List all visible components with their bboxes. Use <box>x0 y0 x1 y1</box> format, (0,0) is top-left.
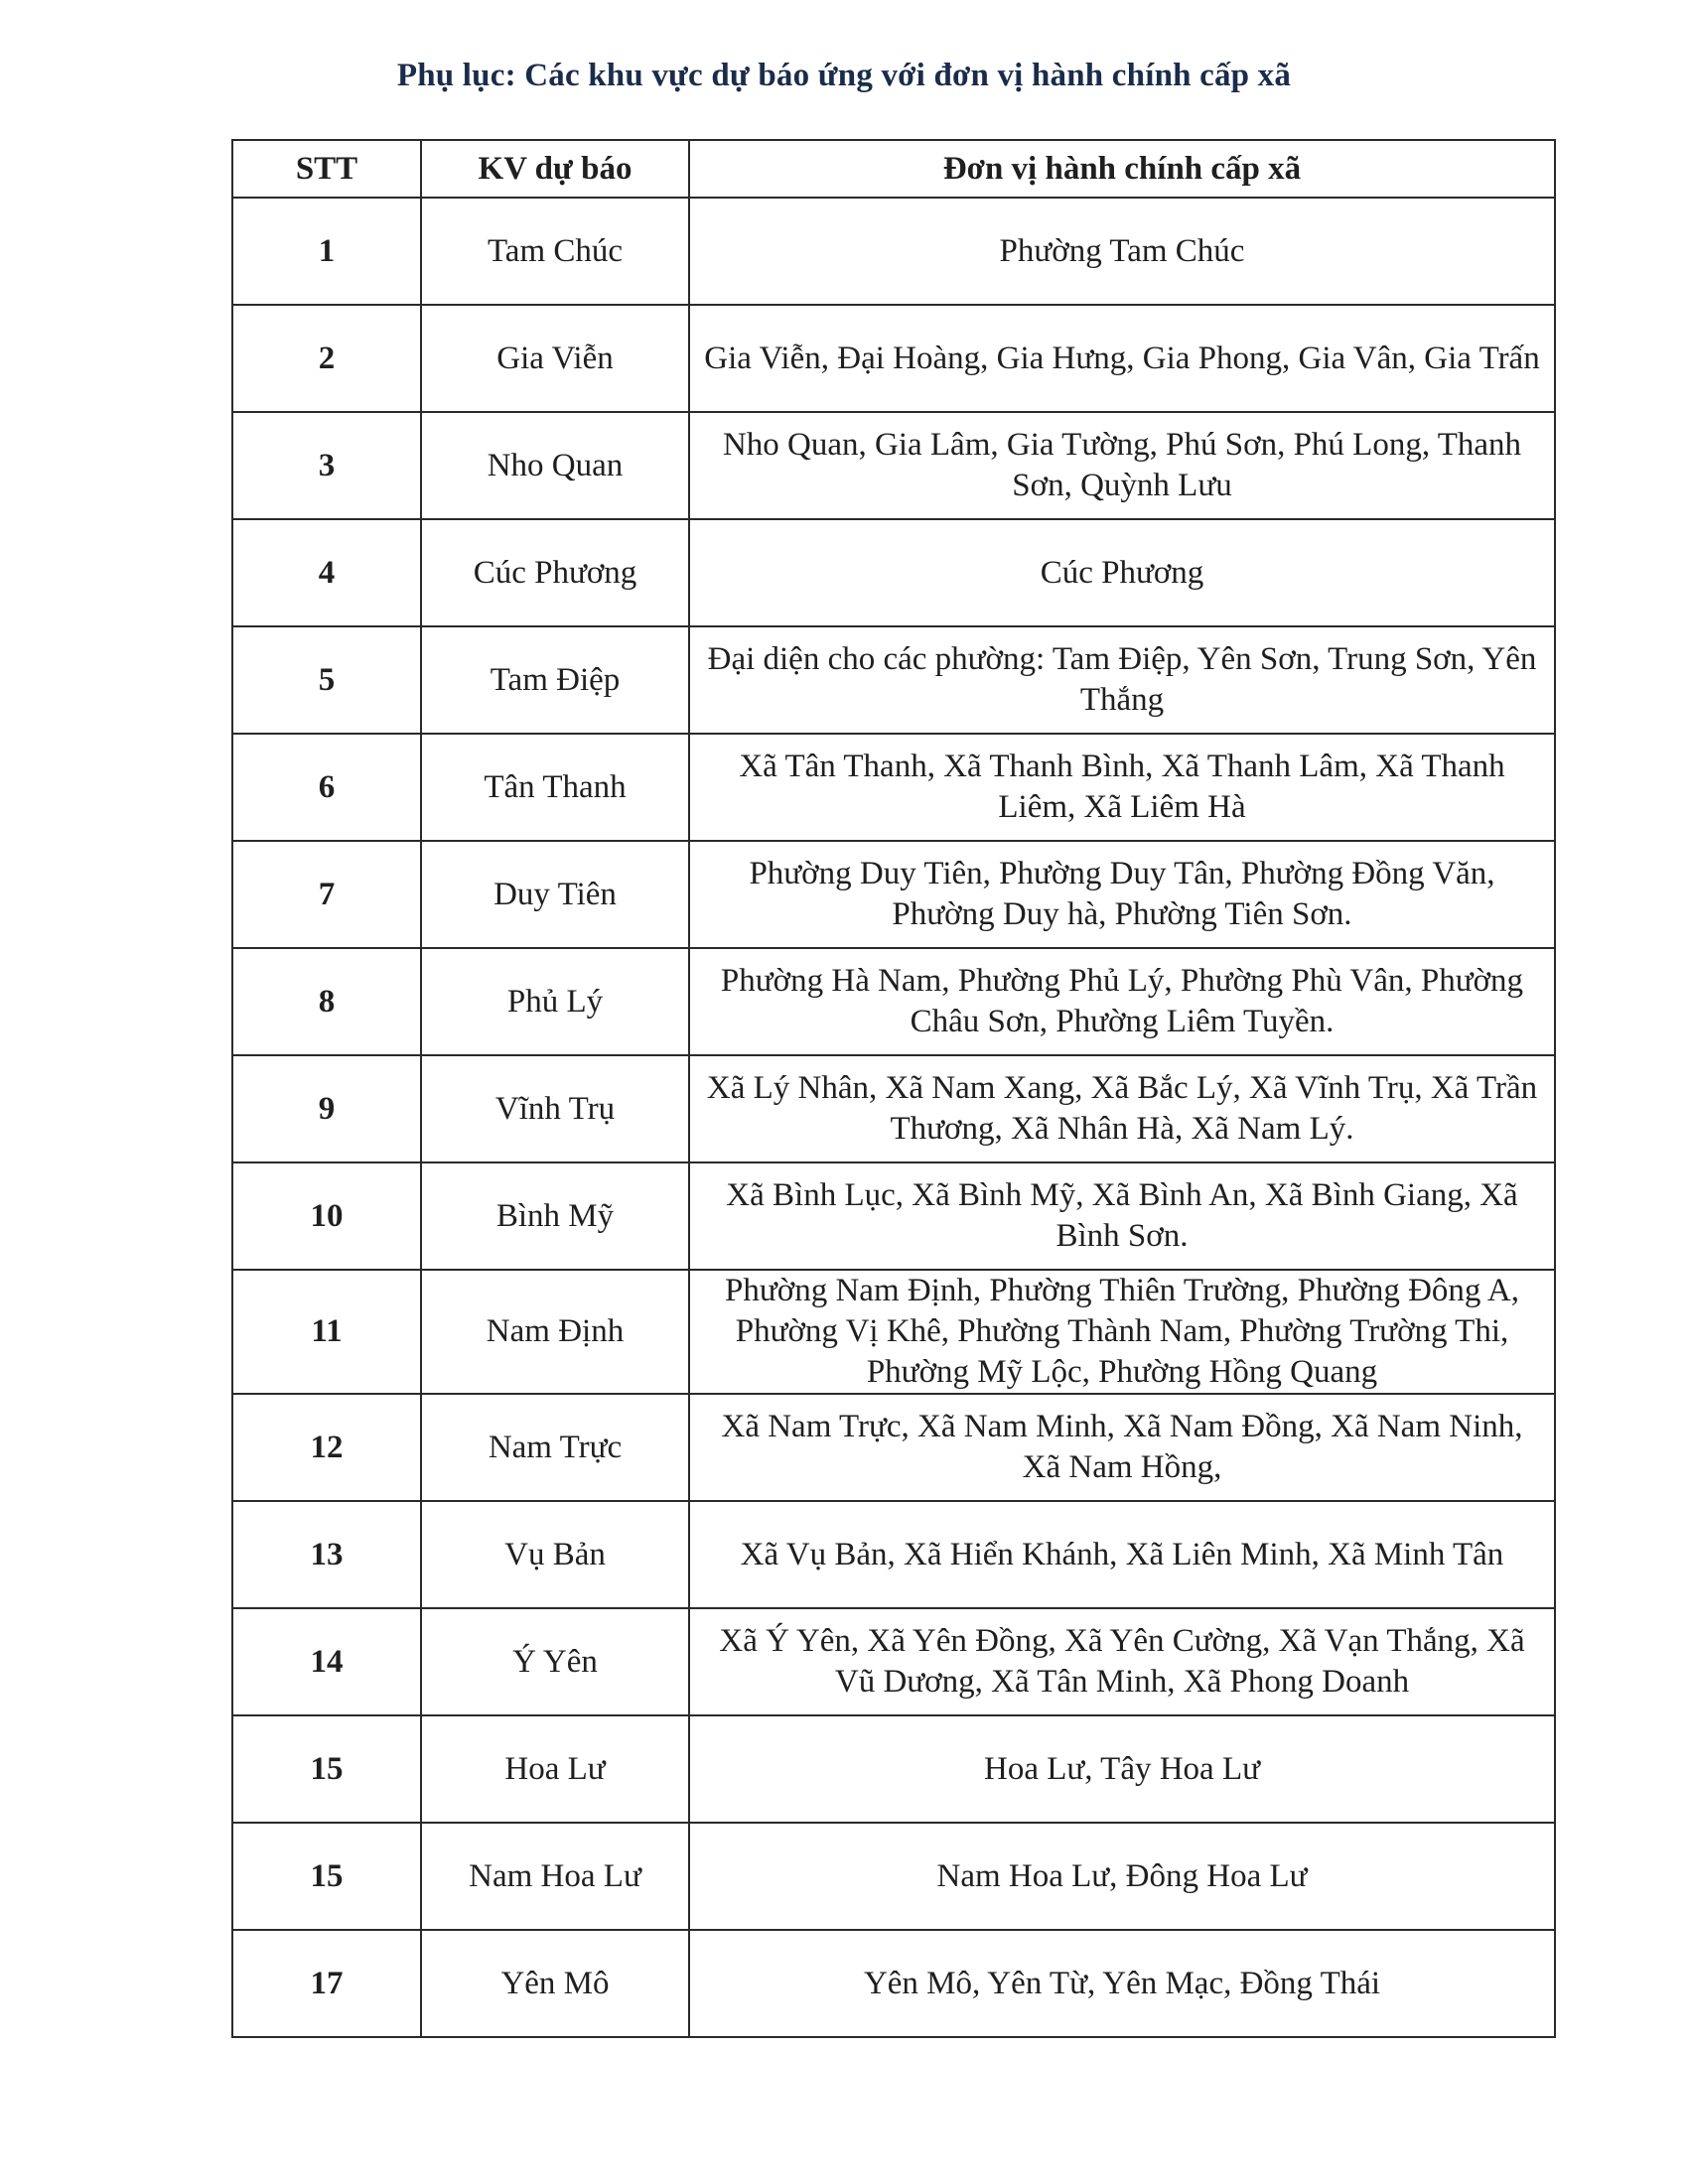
row-stt: 15 <box>232 1715 421 1823</box>
row-forecast-area: Phủ Lý <box>421 948 689 1055</box>
table-row <box>232 1162 1555 1270</box>
row-forecast-area: Tam Chúc <box>421 198 689 305</box>
table-header-row <box>232 140 1555 198</box>
row-stt: 9 <box>232 1055 421 1162</box>
row-admin-units: Nam Hoa Lư, Đông Hoa Lư <box>689 1823 1555 1930</box>
row-admin-units: Xã Bình Lục, Xã Bình Mỹ, Xã Bình An, Xã Bình Giang, Xã Bình Sơn. <box>689 1162 1555 1270</box>
row-forecast-area: Vụ Bản <box>421 1501 689 1608</box>
row-admin-units: Đại diện cho các phường: Tam Điệp, Yên Sơn, Trung Sơn, Yên Thắng <box>689 626 1555 734</box>
table-row <box>232 841 1555 948</box>
row-stt: 4 <box>232 519 421 626</box>
row-forecast-area: Gia Viễn <box>421 305 689 412</box>
row-forecast-area: Nam Định <box>421 1270 689 1394</box>
row-admin-units: Cúc Phương <box>689 519 1555 626</box>
row-stt: 8 <box>232 948 421 1055</box>
header-admin-units: Đơn vị hành chính cấp xã <box>689 140 1555 198</box>
row-stt: 10 <box>232 1162 421 1270</box>
row-admin-units: Yên Mô, Yên Từ, Yên Mạc, Đồng Thái <box>689 1930 1555 2037</box>
row-stt: 7 <box>232 841 421 948</box>
row-forecast-area: Nam Trực <box>421 1394 689 1501</box>
table-row <box>232 1055 1555 1162</box>
row-admin-units: Xã Lý Nhân, Xã Nam Xang, Xã Bắc Lý, Xã Vĩnh Trụ, Xã Trần Thương, Xã Nhân Hà, Xã Nam Lý. <box>689 1055 1555 1162</box>
row-stt: 17 <box>232 1930 421 2037</box>
row-stt: 6 <box>232 734 421 841</box>
row-stt: 2 <box>232 305 421 412</box>
row-forecast-area: Vĩnh Trụ <box>421 1055 689 1162</box>
row-forecast-area: Cúc Phương <box>421 519 689 626</box>
table-row <box>232 1930 1555 2037</box>
row-forecast-area: Yên Mô <box>421 1930 689 2037</box>
row-forecast-area: Bình Mỹ <box>421 1162 689 1270</box>
row-stt: 1 <box>232 198 421 305</box>
table-row <box>232 198 1555 305</box>
row-admin-units: Phường Tam Chúc <box>689 198 1555 305</box>
table-row <box>232 626 1555 734</box>
row-stt: 3 <box>232 412 421 519</box>
table-row <box>232 519 1555 626</box>
table-row <box>232 1270 1555 1394</box>
row-admin-units: Xã Ý Yên, Xã Yên Đồng, Xã Yên Cường, Xã Vạn Thắng, Xã Vũ Dương, Xã Tân Minh, Xã Phong Doanh <box>689 1608 1555 1715</box>
table-row <box>232 305 1555 412</box>
header-forecast-area: KV dự báo <box>421 140 689 198</box>
table-row <box>232 1823 1555 1930</box>
row-admin-units: Xã Vụ Bản, Xã Hiển Khánh, Xã Liên Minh, Xã Minh Tân <box>689 1501 1555 1608</box>
row-admin-units: Phường Nam Định, Phường Thiên Trường, Phường Đông A, Phường Vị Khê, Phường Thành Nam, Phường Trường Thi, Phường Mỹ Lộc, Phường Hồng Quang <box>689 1270 1555 1394</box>
row-stt: 14 <box>232 1608 421 1715</box>
row-admin-units: Phường Hà Nam, Phường Phủ Lý, Phường Phù Vân, Phường Châu Sơn, Phường Liêm Tuyền. <box>689 948 1555 1055</box>
row-forecast-area: Hoa Lư <box>421 1715 689 1823</box>
row-stt: 11 <box>232 1270 421 1394</box>
row-forecast-area: Duy Tiên <box>421 841 689 948</box>
row-forecast-area: Nam Hoa Lư <box>421 1823 689 1930</box>
table-row <box>232 734 1555 841</box>
table-row <box>232 1501 1555 1608</box>
row-stt: 13 <box>232 1501 421 1608</box>
row-forecast-area: Nho Quan <box>421 412 689 519</box>
row-admin-units: Nho Quan, Gia Lâm, Gia Tường, Phú Sơn, Phú Long, Thanh Sơn, Quỳnh Lưu <box>689 412 1555 519</box>
row-forecast-area: Tam Điệp <box>421 626 689 734</box>
row-stt: 12 <box>232 1394 421 1501</box>
forecast-area-table <box>231 139 1556 2038</box>
row-admin-units: Hoa Lư, Tây Hoa Lư <box>689 1715 1555 1823</box>
page-title: Phụ lục: Các khu vực dự báo ứng với đơn vị hành chính cấp xã <box>396 58 1292 93</box>
row-admin-units: Gia Viễn, Đại Hoàng, Gia Hưng, Gia Phong, Gia Vân, Gia Trấn <box>689 305 1555 412</box>
row-forecast-area: Tân Thanh <box>421 734 689 841</box>
row-admin-units: Xã Nam Trực, Xã Nam Minh, Xã Nam Đồng, Xã Nam Ninh, Xã Nam Hồng, <box>689 1394 1555 1501</box>
table-row <box>232 1608 1555 1715</box>
table-row <box>232 1394 1555 1501</box>
table-row <box>232 948 1555 1055</box>
header-stt: STT <box>232 140 421 198</box>
table-row <box>232 1715 1555 1823</box>
row-forecast-area: Ý Yên <box>421 1608 689 1715</box>
row-admin-units: Xã Tân Thanh, Xã Thanh Bình, Xã Thanh Lâm, Xã Thanh Liêm, Xã Liêm Hà <box>689 734 1555 841</box>
row-stt: 15 <box>232 1823 421 1930</box>
table-row <box>232 412 1555 519</box>
row-stt: 5 <box>232 626 421 734</box>
row-admin-units: Phường Duy Tiên, Phường Duy Tân, Phường Đồng Văn, Phường Duy hà, Phường Tiên Sơn. <box>689 841 1555 948</box>
